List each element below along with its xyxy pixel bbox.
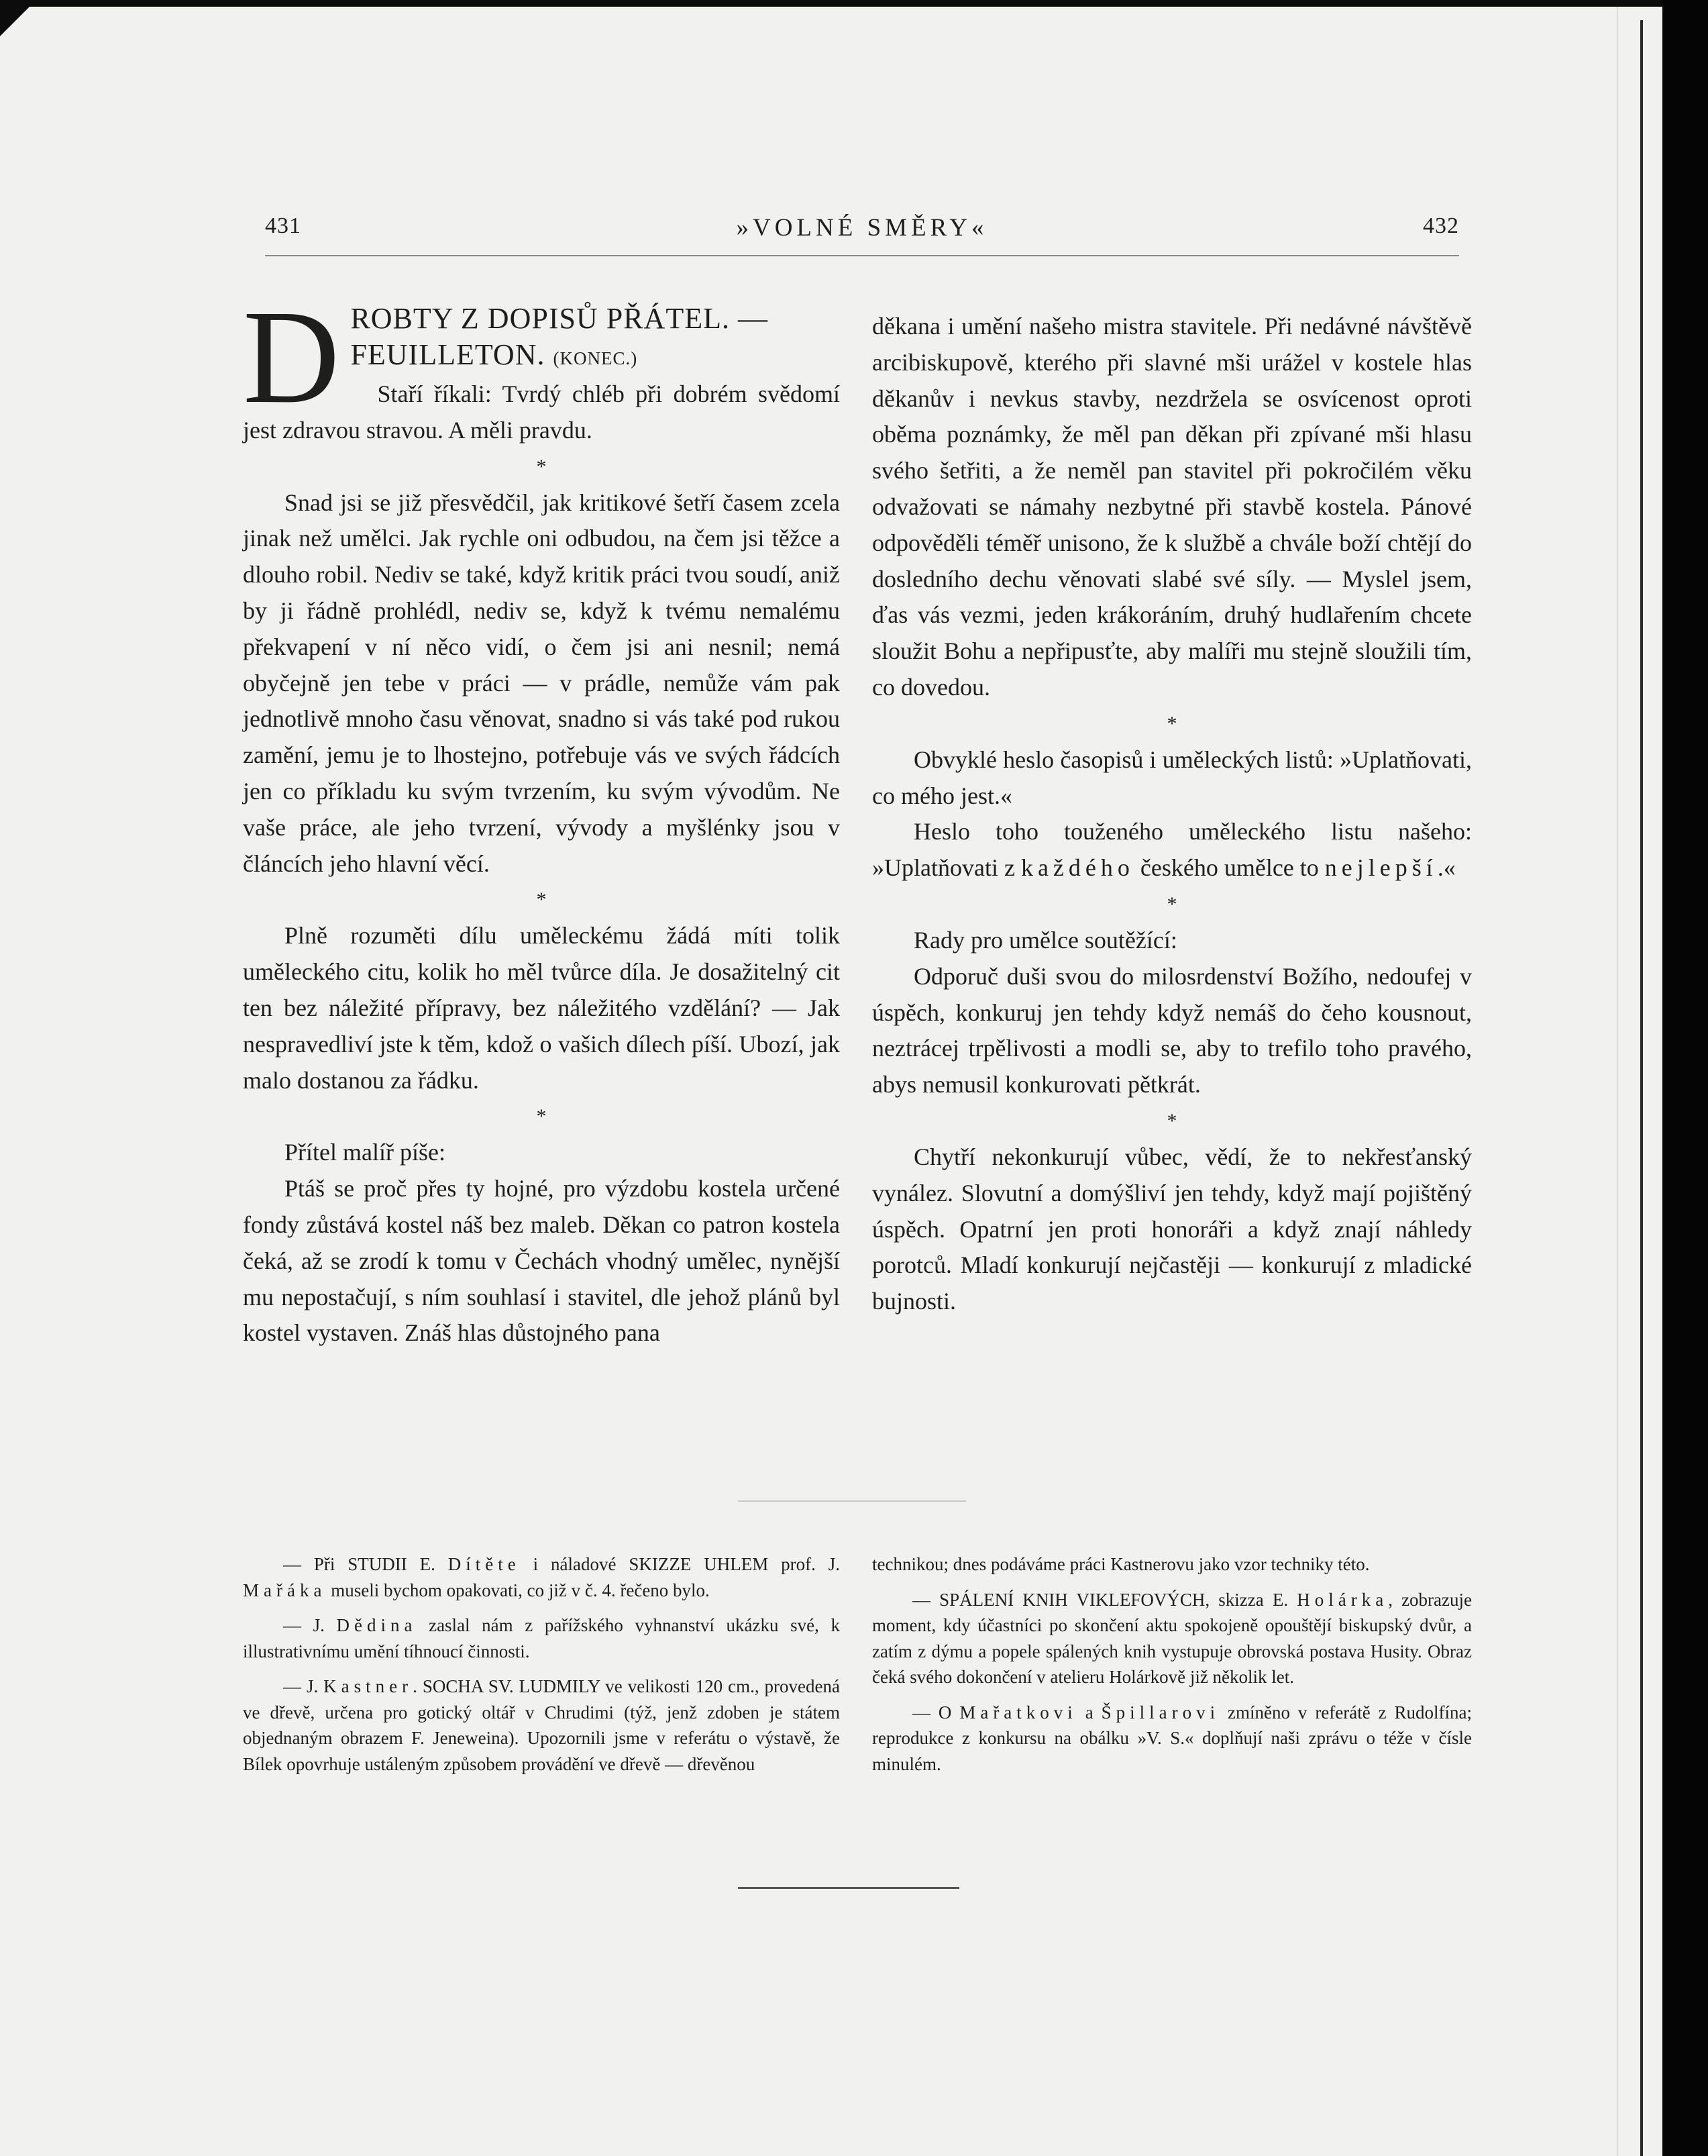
paragraph-critics: Snad jsi se již přesvědčil, jak kritikové šetří časem zcela jinak než umělci. Jak rychle oni odbudou, na čem jsi těžce a dlouho robil. Nediv se také, když kritik práci tvou soudí, aniž by ji řádně prohlédl, nediv se, když k tvému nemalému překvapení v ní něco vidí, o čem jsi ani nesnil; nemá obyčejně jen tebe v práci — v prádle, nemůže vám pak jednotlivě mnoho času věnovat, snadno si vás také pod rukou zamění, jemu je to lhostejno, potřebuje vás ve svých řádcích jen co příkladu ku svým tvrzením, ku svým vývodům. Ne vaše práce, ale jeho tvrzení, vývody a myšlénky jsou v článcích jeho hlavní věcí. (243, 489, 840, 877)
paragraph-competitors: Chytří nekonkurují vůbec, vědí, že to nekřesťanský vynález. Slovutní a domýšliví jen tehdy, když mají pojištěný úspěch. Opatrní jen proti honoráři a když znají náhledy porotců. Mladí konkurují nejčastěji — konkurují z mladické bujnosti. (872, 1143, 1472, 1315)
page-fold-line (1617, 7, 1618, 2156)
scan-border-top (0, 0, 1662, 7)
spaced-word: každého (1020, 854, 1134, 882)
note-studie: — Při STUDII E. Dítěte i náladové SKIZZE UHLEM prof. J. Mařáka museli bychom opakovati, co již v č. 4. řečeno bylo. (243, 1554, 840, 1600)
running-title: »VOLNÉ SMĚRY« (736, 214, 988, 242)
paragraph-painter-friend: Přítel malíř píše: (284, 1139, 445, 1166)
binding-edge (1640, 20, 1643, 2156)
article-column-left (243, 283, 840, 1351)
section-divider (738, 1500, 966, 1502)
title-line-2: FEUILLETON. (350, 338, 545, 371)
paragraph-motto-usual: Obvyklé heslo časopisů i uměleckých listů: »Uplatňovati, co mého jest.« (872, 746, 1472, 809)
paragraph-dean: děkana i umění našeho mistra stavitele. Při nedávné návštěvě arcibiskupově, kterého při slavné mši urážel v kostele hlas děkanův i nevkus stavby, nezdržela se osvícenost oproti oběma poznámky, že měl pan děkan při zpívané mši hlasu svého šetřiti, a že neměl pan stavitel při pokročilém věku odvažovati se námahy nezbytné při stavbě kostela. Pánové odpověděli téměř unisono, že k službě a chvále boží chtějí do dosledního dechu věnovati slabé své síly. — Myslel jsem, ďas vás vezmi, jeden krákoráním, druhý hudlařením chcete sloužit Bohu a nepřipusťte, aby malíři mu stejně sloužili tím, co dovedou. (872, 313, 1472, 701)
title-konec: (KONEC.) (553, 348, 638, 368)
notes-column-left (243, 1551, 840, 1786)
paragraph-church: Ptáš se proč přes ty hojné, pro výzdobu kostela určené fondy zůstává kostel náš bez maleb. Děkan co patron kostela čeká, až se zrodí k tomu v Čechách vhodný umělec, nynější mu nepostačují, s ním souhlasí i stavitel, dle jehož plánů byl kostel vystaven. Znáš hlas důstojného pana (243, 1175, 840, 1347)
notes-column-right (872, 1551, 1472, 1786)
page-number-right: 432 (1423, 213, 1459, 238)
note-viklef: — SPÁLENÍ KNIH VIKLEFOVÝCH, skizza E. Holárka, zobrazuje moment, kdy účastníci po skončení aktu spokojeně opouštějí biskupský dvůr, a zatím z dýmu a popele spálených knih vystupuje obrovská postava Husity. Obraz čeká svého dokončení v atelieru Holárkově již několik let. (872, 1589, 1472, 1687)
paragraph-advice-heading: Rady pro umělce soutěžící: (914, 926, 1177, 954)
article-column-right (872, 309, 1472, 1320)
header-rule (265, 255, 1459, 256)
intro-paragraph: Staří říkali: Tvrdý chléb při dobrém svědomí jest zdravou stravou. A měli pravdu. (243, 380, 840, 444)
page-number-left: 431 (265, 213, 301, 238)
section-star: * (536, 455, 547, 478)
section-star: * (536, 1105, 547, 1128)
note-maratka: — O Mařatkovi a Špillarovi zmíněno v referátě z Rudolfína; reprodukce z konkursu na obálku »V. S.« doplňují naši zprávu o téže v čísle minulém. (872, 1702, 1473, 1774)
paragraph-advice: Odporuč duši svou do milosrdenství Božího, nedoufej v úspěch, konkuruj jen tehdy když nemáš do čeho kousnout, neztrácej trpělivosti a modli se, aby to trefilo toho pravého, abys nemusil konkurovati pětkrát. (872, 962, 1472, 1098)
paragraph-understanding: Plně rozuměti dílu uměleckému žádá míti tolik uměleckého citu, kolik ho měl tvůrce díla. Je dosažitelný cit ten bez náležité přípravy, bez náležitého vzdělání? — Jak nespravedliví jste k těm, kdož o vašich dílech píší. Ubozí, jak malo dostanou za řádku. (243, 922, 840, 1094)
page-header (265, 213, 1459, 254)
end-rule (738, 1887, 959, 1889)
paragraph-motto-ours: Heslo toho touženého uměleckého listu našeho: »Uplatňovati z každého českého umělce to nejlepší.« (872, 818, 1472, 882)
drop-cap: D (243, 283, 340, 431)
section-star: * (1167, 712, 1177, 735)
title-line-1: ROBTY Z DOPISŮ PŘÁTEL. — (350, 302, 768, 335)
section-star: * (536, 888, 547, 911)
spaced-word: nejlepší (1324, 854, 1438, 882)
note-technique: technikou; dnes podáváme práci Kastnerovu jako vzor techniky této. (872, 1554, 1370, 1574)
note-kastner: — J. Kastner. SOCHA SV. LUDMILY ve velikosti 120 cm., provedená ve dřevě, určena pro gotický oltář v Chrudimi (týž, jenž zdoben je státem objednaným obrazem F. Jeneweina). Upozornili jsme v referátu o výstavě, že Bílek opovrhuje ustáleným způsobem provádění ve dřevě — dřevěnou (243, 1676, 841, 1774)
scan-border-right (1662, 0, 1708, 2156)
section-star: * (1167, 1109, 1177, 1132)
scan-corner (0, 0, 36, 36)
note-dedina: — J. Dědina zaslal nám z pařížského vyhnanství ukázku své, k illustrativnímu umění tíhnoucí činnosti. (243, 1615, 840, 1661)
section-star: * (1167, 892, 1177, 915)
